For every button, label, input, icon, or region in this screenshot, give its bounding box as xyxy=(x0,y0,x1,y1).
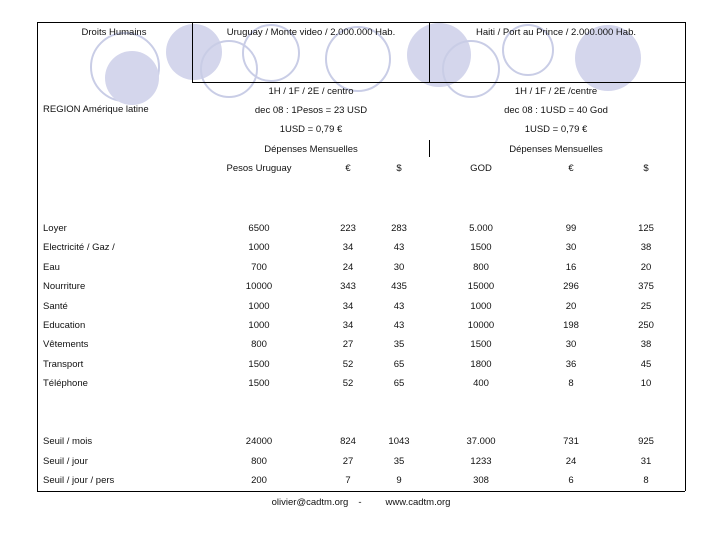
column-header-god: GOD xyxy=(470,163,492,174)
table-cell: 52 xyxy=(342,378,354,390)
table-border-right xyxy=(685,22,686,491)
table-cell: 8 xyxy=(643,475,649,486)
uruguay-monthly-expenses: Dépenses Mensuelles xyxy=(264,144,358,155)
table-cell: 250 xyxy=(638,320,654,331)
table-cell: 8 xyxy=(568,378,574,390)
row-label: Education xyxy=(43,320,86,331)
row-label: Santé xyxy=(43,300,68,312)
row-label: Loyer xyxy=(43,223,67,234)
table-cell: 36 xyxy=(565,358,577,370)
uruguay-title: Uruguay / Monte video / 2.000.000 Hab. xyxy=(226,27,396,38)
haiti-household: 1H / 1F / 2E /centre xyxy=(514,86,598,97)
table-cell: 700 xyxy=(251,261,267,273)
column-header-dollar: $ xyxy=(396,163,402,174)
column-header-euro: € xyxy=(568,163,574,174)
table-cell: 43 xyxy=(393,300,405,312)
table-cell: 800 xyxy=(251,455,267,467)
table-cell: 125 xyxy=(638,223,654,234)
haiti-title: Haiti / Port au Prince / 2.000.000 Hab. xyxy=(475,27,637,38)
row-label: Téléphone xyxy=(43,378,88,390)
table-cell: 25 xyxy=(640,300,652,312)
decorative-disc xyxy=(105,51,159,105)
table-cell: 15000 xyxy=(467,281,495,293)
table-cell: 30 xyxy=(565,339,577,351)
table-cell: 27 xyxy=(342,455,354,467)
uruguay-household: 1H / 1F / 2E / centro xyxy=(268,86,354,97)
table-cell: 5.000 xyxy=(469,223,493,234)
table-cell: 1000 xyxy=(248,320,270,331)
row-label: Transport xyxy=(43,358,84,370)
column-header-euro: € xyxy=(345,163,351,174)
table-cell: 35 xyxy=(393,455,405,467)
footer-website: www.cadtm.org xyxy=(385,497,451,508)
footer-email: olivier@cadtm.org xyxy=(271,497,349,508)
table-cell: 6 xyxy=(568,475,574,486)
table-cell: 1500 xyxy=(248,378,270,390)
table-cell: 198 xyxy=(563,320,579,331)
table-cell: 20 xyxy=(565,300,577,312)
table-cell: 24 xyxy=(565,455,577,467)
table-cell: 34 xyxy=(342,242,354,254)
table-cell: 10000 xyxy=(467,320,495,331)
table-cell: 65 xyxy=(393,378,405,390)
table-cell: 343 xyxy=(340,281,356,293)
table-cell: 24 xyxy=(342,261,354,273)
row-label: Seuil / jour / pers xyxy=(43,475,115,486)
table-cell: 10 xyxy=(640,378,652,390)
table-cell: 1000 xyxy=(248,300,270,312)
monthly-divider xyxy=(429,140,430,157)
table-cell: 37.000 xyxy=(466,436,496,447)
decorative-ring xyxy=(442,40,500,98)
table-cell: 1800 xyxy=(470,358,492,370)
table-cell: 34 xyxy=(342,300,354,312)
table-cell: 6500 xyxy=(248,223,270,234)
table-cell: 800 xyxy=(473,261,489,273)
header-divider-middle xyxy=(429,22,430,82)
table-cell: 45 xyxy=(640,358,652,370)
table-cell: 824 xyxy=(340,436,356,447)
table-cell: 34 xyxy=(342,320,354,331)
row-label: Vêtements xyxy=(43,339,89,351)
table-cell: 52 xyxy=(342,358,354,370)
table-cell: 200 xyxy=(251,475,267,486)
droits-humains-label: Droits Humains xyxy=(81,27,147,38)
row-label: Electricité / Gaz / xyxy=(43,242,115,254)
table-cell: 7 xyxy=(345,475,351,486)
table-cell: 308 xyxy=(473,475,489,486)
table-cell: 43 xyxy=(393,242,405,254)
table-cell: 10000 xyxy=(245,281,273,293)
table-cell: 38 xyxy=(640,339,652,351)
row-label: Seuil / mois xyxy=(43,436,93,447)
table-cell: 1500 xyxy=(470,339,492,351)
table-cell: 35 xyxy=(393,339,405,351)
table-cell: 1000 xyxy=(470,300,492,312)
table-border-bottom xyxy=(37,491,685,492)
row-label: Eau xyxy=(43,261,60,273)
header-divider-bottom xyxy=(192,82,685,83)
region-label: REGION Amérique latine xyxy=(43,104,149,115)
haiti-exchange-rate: dec 08 : 1USD = 40 God xyxy=(504,105,608,116)
table-cell: 9 xyxy=(396,475,402,486)
table-cell: 1500 xyxy=(470,242,492,254)
table-cell: 20 xyxy=(640,261,652,273)
row-label: Nourriture xyxy=(43,281,86,293)
table-cell: 731 xyxy=(563,436,579,447)
table-cell: 1043 xyxy=(388,436,410,447)
table-cell: 30 xyxy=(393,261,405,273)
table-cell: 38 xyxy=(640,242,652,254)
table-cell: 99 xyxy=(565,223,577,234)
table-cell: 1233 xyxy=(470,455,492,467)
haiti-usd-eur: 1USD = 0,79 € xyxy=(524,124,588,135)
uruguay-usd-eur: 1USD = 0,79 € xyxy=(279,124,343,135)
haiti-monthly-expenses: Dépenses Mensuelles xyxy=(509,144,603,155)
table-cell: 65 xyxy=(393,358,405,370)
column-header-dollar: $ xyxy=(643,163,649,174)
table-cell: 16 xyxy=(565,261,577,273)
table-cell: 27 xyxy=(342,339,354,351)
table-cell: 435 xyxy=(391,281,407,293)
table-cell: 30 xyxy=(565,242,577,254)
uruguay-exchange-rate: dec 08 : 1Pesos = 23 USD xyxy=(254,105,368,116)
column-header-pesos: Pesos Uruguay xyxy=(226,163,292,174)
table-cell: 1000 xyxy=(248,242,270,254)
table-cell: 223 xyxy=(340,223,356,234)
table-cell: 375 xyxy=(638,281,654,293)
table-cell: 24000 xyxy=(245,436,273,447)
row-label: Seuil / jour xyxy=(43,455,88,467)
table-cell: 1500 xyxy=(248,358,270,370)
table-border-left xyxy=(37,22,38,491)
table-cell: 43 xyxy=(393,320,405,331)
table-border-top xyxy=(37,22,685,23)
table-cell: 31 xyxy=(640,455,652,467)
table-cell: 400 xyxy=(473,378,489,390)
table-cell: 800 xyxy=(251,339,267,351)
table-cell: 283 xyxy=(391,223,407,234)
table-cell: 925 xyxy=(638,436,654,447)
table-cell: 296 xyxy=(563,281,579,293)
footer-separator: - xyxy=(358,497,362,508)
header-divider-left xyxy=(192,22,193,82)
